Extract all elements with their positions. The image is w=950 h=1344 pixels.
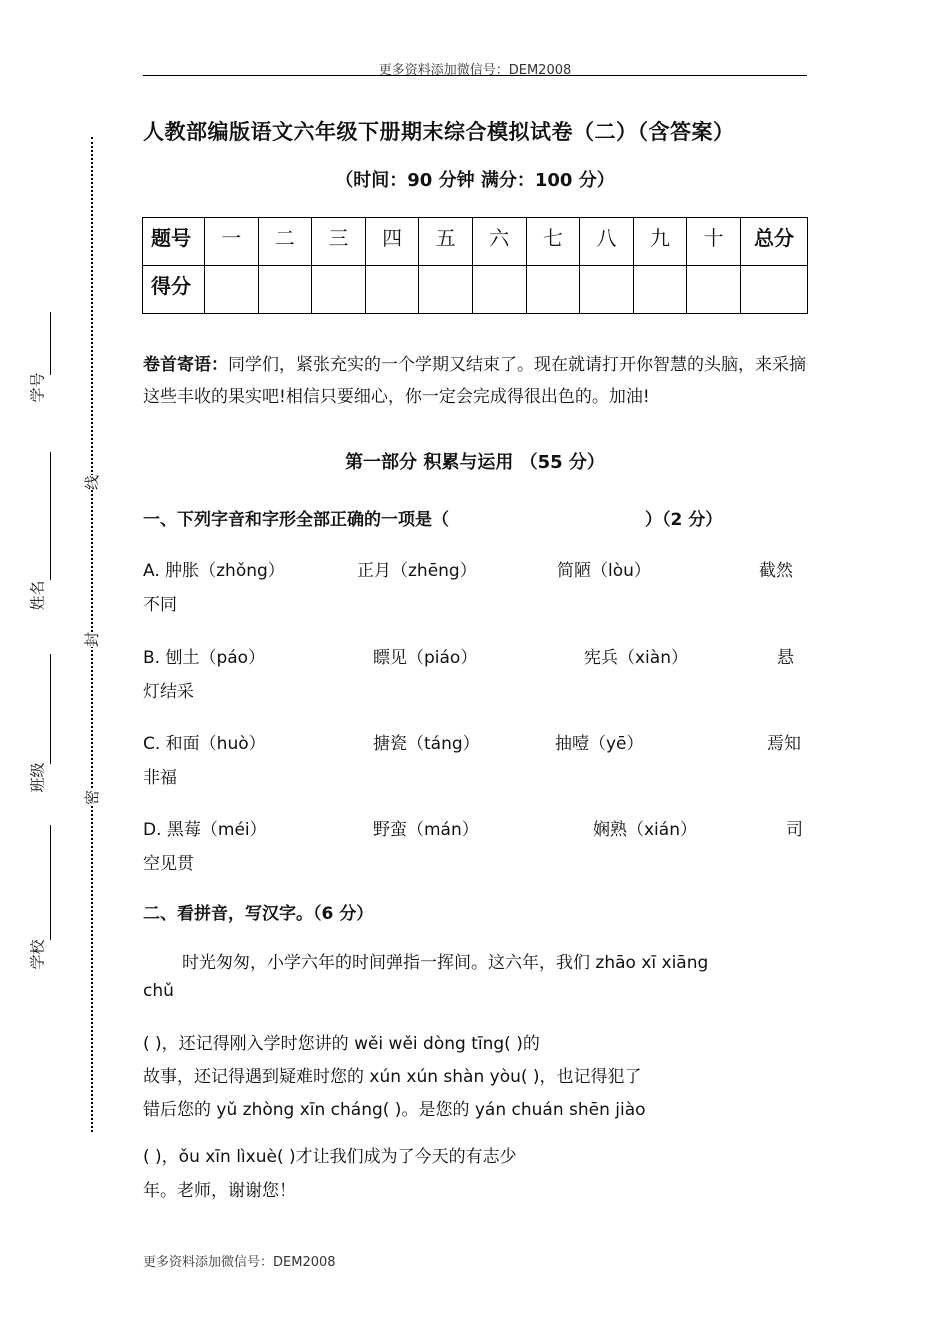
intro-label: 卷首寄语： [143,355,228,375]
side-label-name: 姓名 [28,580,47,611]
table-cell: 七 [526,218,580,266]
table-cell: 六 [472,218,526,266]
score-cell[interactable] [526,266,580,314]
score-cell[interactable] [419,266,473,314]
table-cell: 总分 [741,218,808,266]
side-label-school: 学校 [28,939,47,970]
question-2-stem: 二、看拼音，写汉字。（6 分） [143,904,374,924]
table-cell: 二 [258,218,312,266]
table-cell: 九 [633,218,687,266]
score-cell[interactable] [633,266,687,314]
binding-mark-seal: 封 [79,632,104,647]
score-cell[interactable] [205,266,259,314]
question-2-line: 年。老师，谢谢您！ [143,1181,296,1201]
score-cell[interactable] [741,266,808,314]
score-cell[interactable] [580,266,634,314]
option-c-5: 非福 [143,768,177,788]
question-2-line: ( )，还记得刚入学时您讲的 wěi wěi dòng tīng( )的 [143,1034,540,1054]
exam-subtitle: （时间：90 分钟 满分：100 分） [335,170,615,191]
score-cell[interactable] [472,266,526,314]
table-cell: 四 [365,218,419,266]
score-cell[interactable] [687,266,741,314]
table-row [143,218,808,266]
header-rule [143,75,807,76]
option-d-2: 野蛮（mán） [373,820,479,840]
side-label-student-id: 学号 [28,372,47,403]
exam-title: 人教部编版语文六年级下册期末综合模拟试卷（二）（含答案） [143,120,735,144]
footer-note: 更多资料添加微信号：DEM2008 [143,1255,336,1270]
side-underline-student-id [50,312,51,375]
option-c-3: 抽噎（yē） [555,734,644,754]
option-b-3: 宪兵（xiàn） [584,648,688,668]
table-cell: 五 [419,218,473,266]
option-a-4: 截然 [759,561,793,581]
option-c-1: C. 和面（huò） [143,734,266,754]
header-note: 更多资料添加微信号：DEM2008 [378,63,572,78]
option-b-2: 瞟见（piáo） [373,648,478,668]
binding-mark-line: 线 [79,475,104,490]
question-1-stem-end: ）（2 分） [645,510,723,530]
question-2-line: chǔ [143,981,174,1001]
score-table [142,217,808,314]
option-b-5: 灯结采 [143,682,194,702]
option-a-2: 正月（zhēng） [357,561,477,581]
option-c-4: 焉知 [767,734,801,754]
table-cell: 一 [205,218,259,266]
score-cell[interactable] [258,266,312,314]
side-underline-school [50,825,51,940]
option-a-5: 不同 [143,595,177,615]
option-d-3: 娴熟（xián） [593,820,697,840]
question-2-line: 错后您的 yǔ zhòng xīn cháng( )。是您的 yán chuán shēn jiào [143,1100,646,1120]
table-cell: 三 [312,218,366,266]
intro-text: 同学们，紧张充实的一个学期又结束了。现在就请打开你智慧的头脑，来采摘这些丰收的果实吧!相信只要细心，你一定会完成得很出色的。加油! [143,355,806,407]
table-cell: 得分 [143,266,205,314]
table-row [143,266,808,314]
score-cell[interactable] [365,266,419,314]
option-d-5: 空见贯 [143,854,194,874]
question-2-line: 故事，还记得遇到疑难时您的 xún xún shàn yòu( )，也记得犯了 [143,1067,642,1087]
option-a-3: 简陋（lòu） [557,561,651,581]
intro-paragraph [143,349,813,413]
binding-mark-secret: 密 [79,790,104,805]
option-a-1: A. 肿胀（zhǒng） [143,561,285,581]
option-d-1: D. 黑莓（méi） [143,820,267,840]
table-cell: 八 [580,218,634,266]
side-label-class: 班级 [28,762,47,793]
option-c-2: 搪瓷（táng） [373,734,480,754]
question-2-line: ( )，ǒu xīn lìxuè( )才让我们成为了今天的有志少 [143,1147,517,1167]
option-d-4: 司 [786,820,803,840]
option-b-1: B. 刨土（páo） [143,648,266,668]
question-1-stem: 一、下列字音和字形全部正确的一项是（ [143,510,449,530]
side-underline-class [50,654,51,764]
section-heading: 第一部分 积累与运用 （55 分） [345,452,605,473]
table-cell: 十 [687,218,741,266]
question-2-line: 时光匆匆，小学六年的时间弹指一挥间。这六年，我们 zhāo xī xiāng [182,953,709,973]
table-cell: 题号 [143,218,205,266]
option-b-4: 悬 [777,648,794,668]
score-cell[interactable] [312,266,366,314]
